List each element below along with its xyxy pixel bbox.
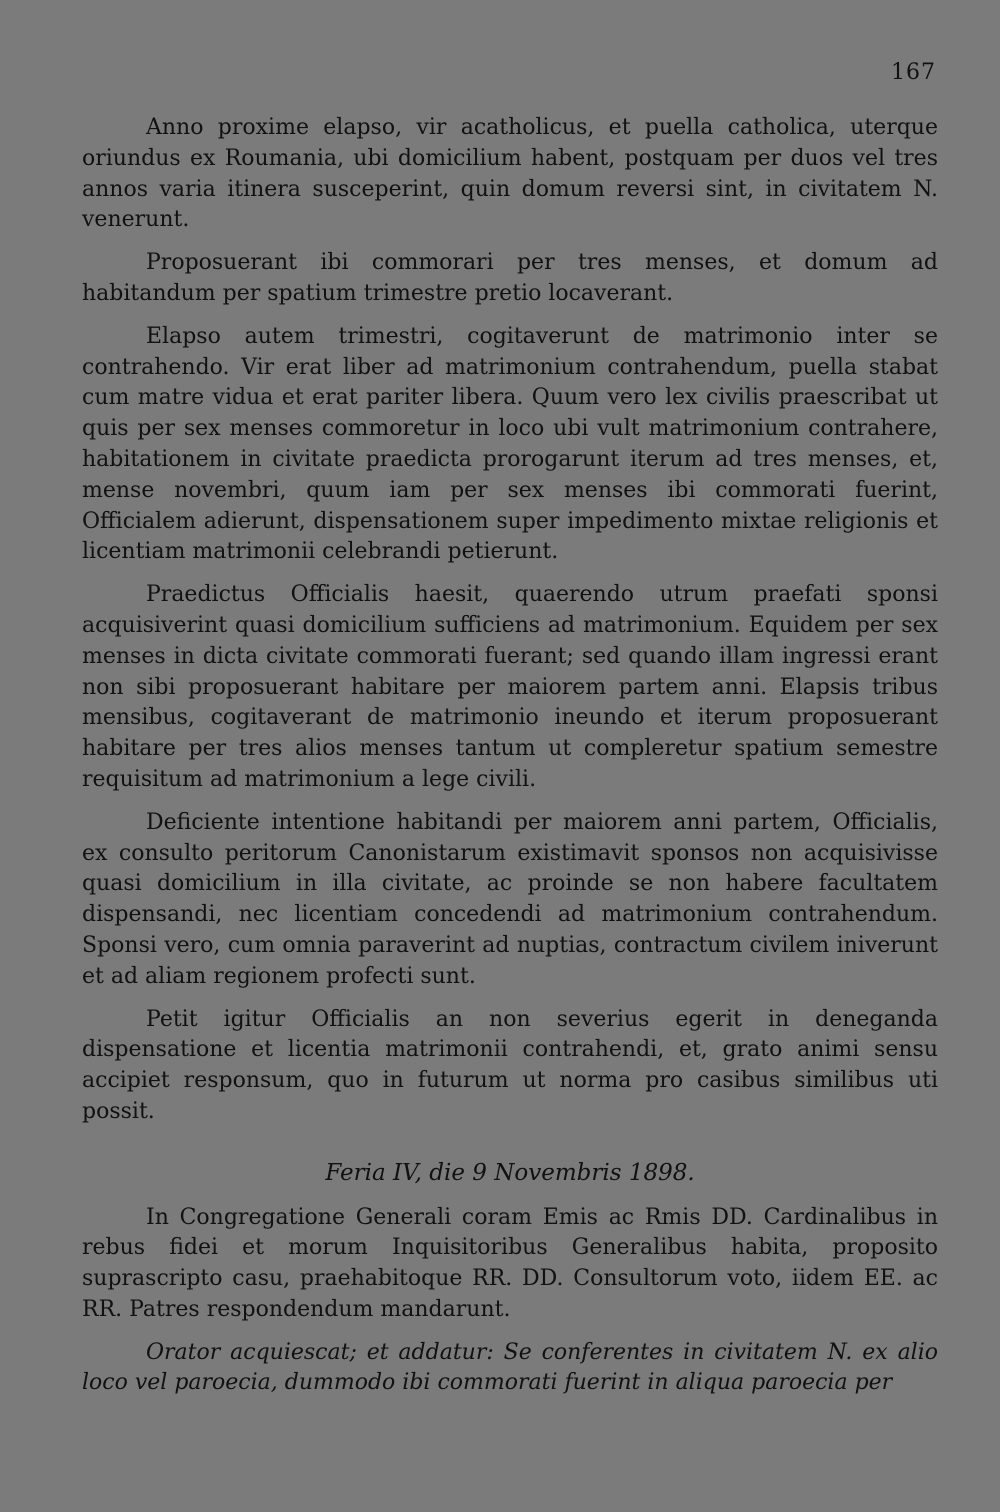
paragraph-official-decision: Deficiente intentione habitandi per maiorem anni partem, Officialis, ex consulto peritorum Canonistarum existimavit sponsos non acquisivisse quasi domicilium in illa civitate, ac proinde se non habere facultatem dispensandi, nec licentiam concedendi ad matrimonium contrahendum. Sponsi vero, cum omnia paraverint ad nuptias, contractum civilem iniverunt et ad aliam regionem profecti sunt. — [82, 809, 938, 989]
paragraph-congregation-resolution: In Congregatione Generali coram Emis ac Rmis DD. Cardinalibus in rebus fidei et morum Inquisitoribus Generalibus habita, proposito suprascripto casu, praehabitoque RR. DD. Consultorum voto, iidem EE. ac RR. Patres respondendum mandarunt. — [82, 1204, 938, 1322]
paragraph-case-intro: Anno proxime elapso, vir acatholicus, et puella catholica, uterque oriundus ex Roumania, ubi domicilium habent, postquam per duos vel tres annos varia itinera susceperint, quin domum reversi sint, in civitatem N. venerunt. — [82, 115, 938, 233]
paragraph-residence-plan: Proposuerant ibi commorari per tres menses, et domum ad habitandum per spatium trimestre pretio locaverant. — [82, 250, 938, 306]
paragraph-question: Petit igitur Officialis an non severius egerit in deneganda dispensatione et licentia matrimonii contrahendi, et, grato animi sensu accipiet responsum, quo in futurum ut norma pro casibus similibus uti possit. — [82, 1006, 938, 1124]
page-number: 167 — [891, 60, 936, 85]
paragraph-marriage-request: Elapso autem trimestri, cogitaverunt de matrimonio inter se contrahendo. Vir erat liber ad matrimonium contrahendum, puella stabat cum matre vidua et erat pariter libera. Quum vero lex civilis praescribat ut quis per sex menses commoretur in loco ubi vult matrimonium contrahere, habitationem in civitate praedicta prorogarunt iterum ad tres menses, et, mense novembri, quum iam per sex menses ibi commorati fuerint, Officialem adierunt, dispensationem super impedimento mixtae religionis et licentiam matrimonii celebrandi petierunt. — [82, 323, 938, 565]
paragraph-official-doubt: Praedictus Officialis haesit, quaerendo utrum praefati sponsi acquisiverint quasi domicilium sufficiens ad matrimonium. Equidem per sex menses in dicta civitate commorati fuerant; sed quando illam ingressi erant non sibi proposuerant habitare per maiorem partem anni. Elapsis tribus mensibus, cogitaverant de matrimonio ineundo et iterum proposuerant habitare per tres alios menses tantum ut compleretur spatium semestre requisitum ad matrimonium a lege civili. — [82, 582, 938, 792]
date-heading: Feria IV, die 9 Novembris 1898. — [325, 1159, 695, 1186]
body-text — [82, 113, 938, 1411]
paragraph-response: Orator acquiescat; et addatur: Se conferentes in civitatem N. ex alio loco vel paroecia, dummodo ibi commorati fuerint in aliqua paroecia per — [82, 1339, 938, 1396]
